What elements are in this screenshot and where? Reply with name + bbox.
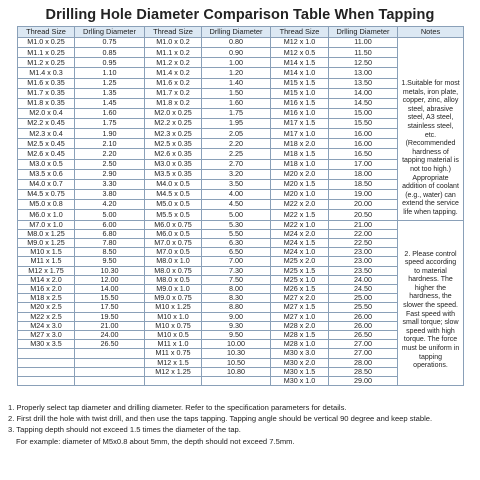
empty-cell — [18, 349, 75, 358]
thread-size-cell: M5.5 x 0.5 — [145, 210, 202, 220]
drilling-diameter-cell: 2.20 — [202, 139, 271, 149]
header-drilling-diameter-3: Drlling Diameter — [329, 27, 398, 38]
thread-size-cell: M7.0 x 1.0 — [18, 220, 75, 229]
thread-size-cell: M2.0 x 0.25 — [145, 108, 202, 118]
thread-size-cell: M5.0 x 0.8 — [18, 200, 75, 210]
thread-size-cell: M8.0 x 0.75 — [145, 266, 202, 275]
table-row — [18, 294, 464, 303]
drilling-diameter-cell: 8.30 — [202, 294, 271, 303]
empty-cell — [18, 358, 75, 367]
table-row — [18, 108, 464, 118]
drilling-diameter-cell: 25.00 — [329, 294, 398, 303]
footnote-2: 2. First drill the hole with twist drill, and then use the taps tapping. Tapping angle should be vertical 90 degree and keep stable. — [8, 414, 433, 424]
footnote-3: 3. Tapping depth should not exceed 1.5 times the diameter of the tap. — [8, 425, 241, 435]
drilling-diameter-cell: 16.00 — [329, 139, 398, 149]
thread-size-cell: M16 x 2.0 — [18, 284, 75, 293]
table-row — [18, 139, 464, 149]
thread-size-cell: M24 x 1.0 — [271, 248, 329, 257]
table-row — [18, 68, 464, 78]
drilling-diameter-cell: 20.00 — [329, 200, 398, 210]
drilling-diameter-cell: 7.00 — [202, 257, 271, 266]
thread-size-cell: M25 x 1.5 — [271, 266, 329, 275]
drilling-diameter-cell: 3.50 — [202, 179, 271, 189]
table-header-row — [18, 27, 464, 38]
thread-size-cell: M22 x 2.0 — [271, 200, 329, 210]
empty-cell — [75, 358, 145, 367]
table-row — [18, 229, 464, 238]
table-row — [18, 303, 464, 312]
table-row — [18, 129, 464, 139]
table-row — [18, 321, 464, 330]
drilling-diameter-cell: 1.60 — [75, 108, 145, 118]
drilling-diameter-cell: 18.00 — [329, 169, 398, 179]
thread-size-cell: M12 x 1.75 — [18, 266, 75, 275]
table-row — [18, 200, 464, 210]
drilling-diameter-cell: 19.00 — [329, 189, 398, 199]
drilling-diameter-cell: 24.00 — [75, 330, 145, 339]
drilling-diameter-cell: 1.60 — [202, 98, 271, 108]
table-row — [18, 48, 464, 58]
notes-cell-2: 2. Please control speed according to material hardness. The higher the hardness, the slower the speed. Fast speed with small torque; slow speed with high torque. The force must be uniform in tapping operations. — [398, 220, 464, 386]
drilling-diameter-cell: 7.30 — [202, 266, 271, 275]
drilling-diameter-cell: 3.80 — [75, 189, 145, 199]
empty-cell — [75, 376, 145, 385]
thread-size-cell: M12 x 1.25 — [145, 367, 202, 376]
thread-size-cell: M10 x 1.25 — [145, 303, 202, 312]
table-row — [18, 189, 464, 199]
thread-size-cell: M1.6 x 0.35 — [18, 78, 75, 88]
drilling-diameter-cell: 19.50 — [75, 312, 145, 321]
table-row — [18, 376, 464, 385]
thread-size-cell: M10 x 0.75 — [145, 321, 202, 330]
drilling-diameter-cell: 10.30 — [75, 266, 145, 275]
thread-size-cell: M27 x 3.0 — [18, 330, 75, 339]
thread-size-cell: M10 x 1.0 — [145, 312, 202, 321]
thread-size-cell: M20 x 2.5 — [18, 303, 75, 312]
drilling-diameter-cell: 23.00 — [329, 248, 398, 257]
table-row — [18, 179, 464, 189]
header-thread-size-3: Thread Size — [271, 27, 329, 38]
empty-cell — [18, 376, 75, 385]
thread-size-cell: M20 x 1.5 — [271, 179, 329, 189]
drilling-diameter-cell: 4.50 — [202, 200, 271, 210]
thread-size-cell: M3.0 x 0.35 — [145, 159, 202, 169]
page-title: Drilling Hole Diameter Comparison Table When Tapping — [45, 7, 435, 23]
footnotes — [8, 402, 478, 447]
footnote-3-example: For example: diameter of M5x0.8 about 5mm, the depth should not exceed 7.5mm. — [16, 436, 295, 446]
drilling-diameter-cell: 4.00 — [202, 189, 271, 199]
drilling-diameter-cell: 0.75 — [75, 38, 145, 48]
thread-size-cell: M15 x 1.0 — [271, 88, 329, 98]
thread-size-cell: M11 x 1.0 — [145, 340, 202, 349]
thread-size-cell: M6.0 x 0.5 — [145, 229, 202, 238]
thread-size-cell: M1.0 x 0.2 — [145, 38, 202, 48]
table-row — [18, 58, 464, 68]
table-row — [18, 238, 464, 247]
drilling-diameter-cell: 17.00 — [329, 159, 398, 169]
thread-size-cell: M27 x 1.0 — [271, 312, 329, 321]
drilling-diameter-cell: 1.90 — [75, 129, 145, 139]
thread-size-cell: M28 x 1.5 — [271, 330, 329, 339]
drilling-diameter-cell: 10.30 — [202, 349, 271, 358]
drilling-diameter-cell: 13.50 — [329, 78, 398, 88]
thread-size-cell: M24 x 2.0 — [271, 229, 329, 238]
thread-size-cell: M4.5 x 0.75 — [18, 189, 75, 199]
drilling-diameter-cell: 14.00 — [75, 284, 145, 293]
thread-size-cell: M2.6 x 0.45 — [18, 149, 75, 159]
drilling-diameter-cell: 3.20 — [202, 169, 271, 179]
drilling-diameter-cell: 1.50 — [202, 88, 271, 98]
thread-size-cell: M1.8 x 0.2 — [145, 98, 202, 108]
header-thread-size-1: Thread Size — [18, 27, 75, 38]
drilling-diameter-cell: 12.00 — [75, 275, 145, 284]
drilling-diameter-cell: 1.00 — [202, 58, 271, 68]
empty-cell — [18, 367, 75, 376]
empty-cell — [75, 367, 145, 376]
thread-size-cell: M3.5 x 0.35 — [145, 169, 202, 179]
drilling-diameter-cell: 15.50 — [329, 119, 398, 129]
thread-size-cell: M1.2 x 0.25 — [18, 58, 75, 68]
thread-size-cell: M17 x 1.5 — [271, 119, 329, 129]
thread-size-cell: M9.0 x 1.25 — [18, 238, 75, 247]
table-row — [18, 38, 464, 48]
thread-size-cell: M1.4 x 0.2 — [145, 68, 202, 78]
thread-size-cell: M2.5 x 0.35 — [145, 139, 202, 149]
drilling-diameter-cell: 28.00 — [329, 358, 398, 367]
drilling-diameter-cell: 6.80 — [75, 229, 145, 238]
thread-size-cell: M24 x 1.5 — [271, 238, 329, 247]
table-row — [18, 210, 464, 220]
thread-size-cell: M14 x 1.5 — [271, 58, 329, 68]
thread-size-cell: M18 x 1.0 — [271, 159, 329, 169]
thread-size-cell: M12 x 1.0 — [271, 38, 329, 48]
thread-size-cell: M2.6 x 0.35 — [145, 149, 202, 159]
thread-size-cell: M1.6 x 0.2 — [145, 78, 202, 88]
drilling-diameter-cell: 1.25 — [75, 78, 145, 88]
drilling-diameter-cell: 0.90 — [202, 48, 271, 58]
thread-size-cell: M16 x 1.5 — [271, 98, 329, 108]
table-row — [18, 330, 464, 339]
drilling-diameter-cell: 0.95 — [75, 58, 145, 68]
drilling-diameter-cell: 22.00 — [329, 229, 398, 238]
thread-size-cell: M4.5 x 0.5 — [145, 189, 202, 199]
drilling-diameter-cell: 16.00 — [329, 129, 398, 139]
drilling-diameter-cell: 6.00 — [75, 220, 145, 229]
drilling-diameter-cell: 1.75 — [202, 108, 271, 118]
drilling-diameter-cell: 2.25 — [202, 149, 271, 159]
table-row — [18, 312, 464, 321]
drilling-diameter-cell: 0.80 — [202, 38, 271, 48]
thread-size-cell: M14 x 2.0 — [18, 275, 75, 284]
thread-size-cell: M7.0 x 0.75 — [145, 238, 202, 247]
thread-size-cell: M22 x 1.0 — [271, 220, 329, 229]
drilling-diameter-cell: 24.00 — [329, 275, 398, 284]
table-row — [18, 220, 464, 229]
thread-size-cell: M18 x 1.5 — [271, 149, 329, 159]
thread-size-cell: M20 x 2.0 — [271, 169, 329, 179]
drilling-diameter-cell: 1.40 — [202, 78, 271, 88]
drilling-diameter-cell: 5.00 — [75, 210, 145, 220]
thread-size-cell: M9.0 x 1.0 — [145, 284, 202, 293]
table-row — [18, 358, 464, 367]
thread-size-cell: M6.0 x 1.0 — [18, 210, 75, 220]
thread-size-cell: M8.0 x 0.5 — [145, 275, 202, 284]
drilling-diameter-cell: 24.50 — [329, 284, 398, 293]
thread-size-cell: M25 x 1.0 — [271, 275, 329, 284]
header-notes: Notes — [398, 27, 464, 38]
thread-size-cell: M30 x 3.5 — [18, 340, 75, 349]
drilling-diameter-cell: 7.80 — [75, 238, 145, 247]
empty-cell — [202, 376, 271, 385]
drilling-diameter-cell: 20.50 — [329, 210, 398, 220]
drilling-diameter-cell: 0.85 — [75, 48, 145, 58]
drilling-diameter-cell: 2.70 — [202, 159, 271, 169]
drilling-diameter-cell: 21.00 — [329, 220, 398, 229]
thread-size-cell: M1.4 x 0.3 — [18, 68, 75, 78]
thread-size-cell: M10 x 1.5 — [18, 248, 75, 257]
drilling-diameter-cell: 23.50 — [329, 266, 398, 275]
thread-size-cell: M22 x 1.5 — [271, 210, 329, 220]
table-row — [18, 340, 464, 349]
thread-size-cell: M30 x 1.5 — [271, 367, 329, 376]
drilling-diameter-cell: 22.50 — [329, 238, 398, 247]
drilling-diameter-cell: 26.50 — [75, 340, 145, 349]
table-row — [18, 367, 464, 376]
thread-size-cell: M3.0 x 0.5 — [18, 159, 75, 169]
drilling-diameter-cell: 9.50 — [202, 330, 271, 339]
thread-size-cell: M27 x 2.0 — [271, 294, 329, 303]
thread-size-cell: M16 x 1.0 — [271, 108, 329, 118]
thread-size-cell: M1.7 x 0.35 — [18, 88, 75, 98]
table-row — [18, 284, 464, 293]
drilling-diameter-cell: 18.50 — [329, 179, 398, 189]
thread-size-cell: M27 x 1.5 — [271, 303, 329, 312]
drilling-diameter-cell: 5.00 — [202, 210, 271, 220]
table-row — [18, 119, 464, 129]
drilling-diameter-cell: 2.50 — [75, 159, 145, 169]
thread-size-cell: M14 x 1.0 — [271, 68, 329, 78]
thread-size-cell: M24 x 3.0 — [18, 321, 75, 330]
drilling-diameter-cell: 8.50 — [75, 248, 145, 257]
thread-size-cell: M6.0 x 0.75 — [145, 220, 202, 229]
drilling-diameter-cell: 13.00 — [329, 68, 398, 78]
thread-size-cell: M5.0 x 0.5 — [145, 200, 202, 210]
drilling-diameter-table — [17, 26, 464, 386]
thread-size-cell: M30 x 1.0 — [271, 376, 329, 385]
drilling-diameter-cell: 2.20 — [75, 149, 145, 159]
drilling-diameter-cell: 28.50 — [329, 367, 398, 376]
table-row — [18, 88, 464, 98]
drilling-diameter-cell: 5.30 — [202, 220, 271, 229]
thread-size-cell: M1.7 x 0.2 — [145, 88, 202, 98]
table-row — [18, 149, 464, 159]
drilling-diameter-cell: 27.00 — [329, 340, 398, 349]
notes-cell-1: 1.Suitable for most metals, iron plate, copper, zinc, alloy steel, abrasive steel, A3 steel, stainless steel, etc.(Recommended hardness of tapping material is not too high.) Appropriate addition of coolant (e.g., water) can extend the service life when tapping. — [398, 38, 464, 221]
thread-size-cell: M30 x 3.0 — [271, 349, 329, 358]
drilling-diameter-cell: 10.50 — [202, 358, 271, 367]
drilling-diameter-cell: 15.00 — [329, 108, 398, 118]
thread-size-cell: M8.0 x 1.25 — [18, 229, 75, 238]
drilling-diameter-cell: 7.50 — [202, 275, 271, 284]
thread-size-cell: M18 x 2.0 — [271, 139, 329, 149]
drilling-diameter-cell: 26.50 — [329, 330, 398, 339]
drilling-diameter-cell: 8.00 — [202, 284, 271, 293]
drilling-diameter-cell: 1.75 — [75, 119, 145, 129]
table-row — [18, 275, 464, 284]
table-row — [18, 266, 464, 275]
thread-size-cell: M3.5 x 0.6 — [18, 169, 75, 179]
thread-size-cell: M4.0 x 0.5 — [145, 179, 202, 189]
drilling-diameter-cell: 14.00 — [329, 88, 398, 98]
thread-size-cell: M1.1 x 0.25 — [18, 48, 75, 58]
drilling-diameter-cell: 26.00 — [329, 321, 398, 330]
thread-size-cell: M12 x 1.5 — [145, 358, 202, 367]
thread-size-cell: M11 x 1.5 — [18, 257, 75, 266]
empty-cell — [75, 349, 145, 358]
footnote-1: 1. Properly select tap diameter and drilling diameter. Refer to the specification parameters for details. — [8, 403, 347, 412]
drilling-diameter-cell: 9.30 — [202, 321, 271, 330]
thread-size-cell: M26 x 1.5 — [271, 284, 329, 293]
drilling-diameter-cell: 1.20 — [202, 68, 271, 78]
thread-size-cell: M30 x 2.0 — [271, 358, 329, 367]
header-drilling-diameter-1: Drlling Diameter — [75, 27, 145, 38]
thread-size-cell: M2.5 x 0.45 — [18, 139, 75, 149]
drilling-diameter-cell: 23.00 — [329, 257, 398, 266]
header-drilling-diameter-2: Drlling Diameter — [202, 27, 271, 38]
thread-size-cell: M4.0 x 0.7 — [18, 179, 75, 189]
thread-size-cell: M7.0 x 0.5 — [145, 248, 202, 257]
drilling-diameter-cell: 6.50 — [202, 248, 271, 257]
drilling-diameter-cell: 14.50 — [329, 98, 398, 108]
thread-size-cell: M18 x 2.5 — [18, 294, 75, 303]
thread-size-cell: M10 x 0.5 — [145, 330, 202, 339]
thread-size-cell: M28 x 2.0 — [271, 321, 329, 330]
drilling-diameter-cell: 2.10 — [75, 139, 145, 149]
drilling-diameter-cell: 26.00 — [329, 312, 398, 321]
drilling-diameter-cell: 8.80 — [202, 303, 271, 312]
thread-size-cell: M25 x 2.0 — [271, 257, 329, 266]
drilling-diameter-cell: 9.50 — [75, 257, 145, 266]
drilling-diameter-cell: 11.00 — [329, 38, 398, 48]
thread-size-cell: M1.8 x 0.35 — [18, 98, 75, 108]
thread-size-cell: M1.1 x 0.2 — [145, 48, 202, 58]
thread-size-cell: M17 x 1.0 — [271, 129, 329, 139]
drilling-diameter-cell: 12.50 — [329, 58, 398, 68]
thread-size-cell: M2.2 x 0.25 — [145, 119, 202, 129]
thread-size-cell: M12 x 0.5 — [271, 48, 329, 58]
thread-size-cell: M9.0 x 0.75 — [145, 294, 202, 303]
drilling-diameter-cell: 5.50 — [202, 229, 271, 238]
header-thread-size-2: Thread Size — [145, 27, 202, 38]
drilling-diameter-cell: 4.20 — [75, 200, 145, 210]
thread-size-cell: M11 x 0.75 — [145, 349, 202, 358]
thread-size-cell: M28 x 1.0 — [271, 340, 329, 349]
drilling-diameter-cell: 1.10 — [75, 68, 145, 78]
thread-size-cell: M15 x 1.5 — [271, 78, 329, 88]
drilling-diameter-cell: 2.05 — [202, 129, 271, 139]
drilling-diameter-cell: 6.30 — [202, 238, 271, 247]
drilling-diameter-cell: 9.00 — [202, 312, 271, 321]
thread-size-cell: M22 x 2.5 — [18, 312, 75, 321]
drilling-diameter-cell: 29.00 — [329, 376, 398, 385]
thread-size-cell: M1.0 x 0.25 — [18, 38, 75, 48]
thread-size-cell: M2.2 x 0.45 — [18, 119, 75, 129]
table-row — [18, 257, 464, 266]
drilling-diameter-cell: 17.50 — [75, 303, 145, 312]
thread-size-cell: M2.3 x 0.4 — [18, 129, 75, 139]
drilling-diameter-cell: 2.90 — [75, 169, 145, 179]
drilling-diameter-cell: 1.95 — [202, 119, 271, 129]
table-row — [18, 248, 464, 257]
drilling-diameter-cell: 15.50 — [75, 294, 145, 303]
drilling-diameter-cell: 1.45 — [75, 98, 145, 108]
table-row — [18, 169, 464, 179]
thread-size-cell: M1.2 x 0.2 — [145, 58, 202, 68]
drilling-diameter-cell: 25.50 — [329, 303, 398, 312]
drilling-diameter-cell: 11.50 — [329, 48, 398, 58]
thread-size-cell: M8.0 x 1.0 — [145, 257, 202, 266]
thread-size-cell: M2.0 x 0.4 — [18, 108, 75, 118]
table-row — [18, 98, 464, 108]
thread-size-cell: M2.3 x 0.25 — [145, 129, 202, 139]
empty-cell — [145, 376, 202, 385]
thread-size-cell: M20 x 1.0 — [271, 189, 329, 199]
drilling-diameter-cell: 3.30 — [75, 179, 145, 189]
drilling-diameter-cell: 21.00 — [75, 321, 145, 330]
table-row — [18, 349, 464, 358]
drilling-diameter-cell: 10.80 — [202, 367, 271, 376]
drilling-diameter-cell: 1.35 — [75, 88, 145, 98]
drilling-diameter-cell: 10.00 — [202, 340, 271, 349]
table-row — [18, 78, 464, 88]
drilling-diameter-cell: 27.00 — [329, 349, 398, 358]
drilling-diameter-cell: 16.50 — [329, 149, 398, 159]
table-row — [18, 159, 464, 169]
